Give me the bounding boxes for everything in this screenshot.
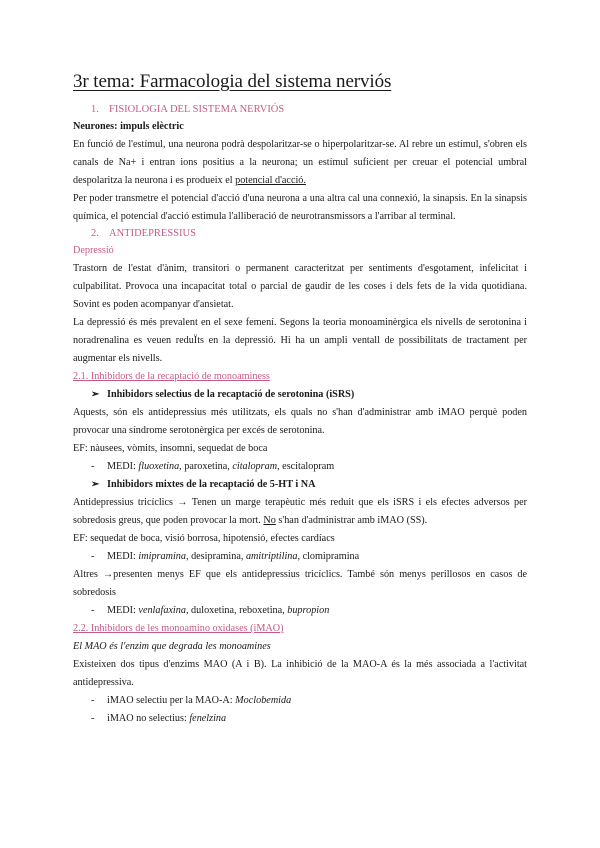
paragraph-triciclics: Antidepressius tricíclics → Tenen un marge terapèutic més reduit que els iSRS i els efectes adversos per sobredosis greus, que poden provocar la mort. No s'han d'administrar amb iMAO (SS). <box>73 497 527 526</box>
dash-bullet-icon: - <box>91 605 95 616</box>
section-heading-antidepressius: 2. ANTIDEPRESSIUS <box>91 228 196 239</box>
page-title: 3r tema: Farmacologia del sistema nerviós <box>73 71 392 92</box>
paragraph-mao: Existeixen dos tipus d'enzims MAO (A i B). La inhibició de la MAO-A és la més associada a l'activitat antidepressiva. <box>73 659 527 688</box>
potencial-accio-link: potencial d'acció. <box>235 175 306 186</box>
arrow-item-mixtes: ➢ Inhibidors mixtes de la recaptació de 5-HT i NA <box>73 476 527 494</box>
imao-selectiu-item: - iMAO selectiu per la MAO-A: Moclobemida <box>73 692 527 710</box>
isrs-ef: EF: nàusees, vòmits, insomni, sequedat de boca <box>73 443 268 454</box>
paragraph-altres: Altres →presenten menys EF que els antidepressius tricíclics. També són menys perillosos en casos de sobredosis <box>73 569 527 598</box>
section-heading-fisiologia: 1. FISIOLOGIA DEL SISTEMA NERVIÓS <box>91 104 285 115</box>
subheading-neurones: Neurones: impuls elèctric <box>73 121 184 132</box>
altres-medi-item: - MEDI: venlafaxina, duloxetina, reboxetina, bupropion <box>73 602 527 620</box>
paragraph-sinapsis: Per poder transmetre el potencial d'acció d'una neurona a una altra cal una connexió, la sinapsis. En la sinapsis química, el potencial d'acció estimula l'alliberació de neurotransmissors a l'arribar al terminal. <box>73 193 527 222</box>
arrow-bullet-icon: ➢ <box>91 389 100 400</box>
mao-definition: El MAO és l'enzim que degrada les monoamines <box>73 641 271 652</box>
triciclics-medi-item: - MEDI: imipramina, desipramina, amitriptilina, clomipramina <box>73 548 527 566</box>
arrow-item-isrs: ➢ Inhibidors selectius de la recaptació de serotonina (iSRS) <box>73 386 527 404</box>
paragraph-depressio-prevalence: La depressió és més prevalent en el sexe femení. Segons la teoria monoaminèrgica els nivells de serotonina i noradrenalina es veuen reduÏts en la depressió. Hi ha un ampli ventall de possibilitats de tractament per augmentar els nivells. <box>73 317 527 364</box>
dash-bullet-icon: - <box>91 695 95 706</box>
dash-bullet-icon: - <box>91 551 95 562</box>
dash-bullet-icon: - <box>91 461 95 472</box>
paragraph-impuls: En funció de l'estímul, una neurona podrà despolaritzar-se o hiperpolaritzar-se. Al rebre un estímul, s'obren els canals de Na+ i entran ions positius a la neurona; un estímul suficient per creuar el potencial umbral despolaritza la neurona i es produeix el potencial d'acció. <box>73 139 527 186</box>
subsection-2-2: 2.2. Inhibidors de les monoamino oxidases (iMAO) <box>73 623 284 634</box>
triciclics-ef: EF: sequedat de boca, visió borrosa, hipotensió, efectes cardíacs <box>73 533 335 544</box>
document-page <box>73 70 527 728</box>
subheading-depressio: Depressió <box>73 245 114 256</box>
isrs-medi-item: - MEDI: fluoxetina, paroxetina, citalopram, escitalopram <box>73 458 527 476</box>
paragraph-isrs: Aquests, són els antidepressius més utilitzats, els quals no s'han d'administrar amb iMAO perquè poden provocar una síndrome serotonèrgica per excés de serotonina. <box>73 407 527 436</box>
dash-bullet-icon: - <box>91 713 95 724</box>
imao-no-selectiu-item: - iMAO no selectius: fenelzina <box>73 710 527 728</box>
paragraph-depressio-def: Trastorn de l'estat d'ànim, transitori o permanent caracteritzat per sentiments d'esgotament, infelicitat i culpabilitat. Provoca una incapacitat total o parcial de gaudir de les coses i dels fets de la vida quotidiana. Sovint es poden acompanyar d'ansietat. <box>73 263 527 310</box>
arrow-bullet-icon: ➢ <box>91 479 100 490</box>
subsection-2-1: 2.1. Inhibidors de la recaptació de monoaminess <box>73 371 270 382</box>
